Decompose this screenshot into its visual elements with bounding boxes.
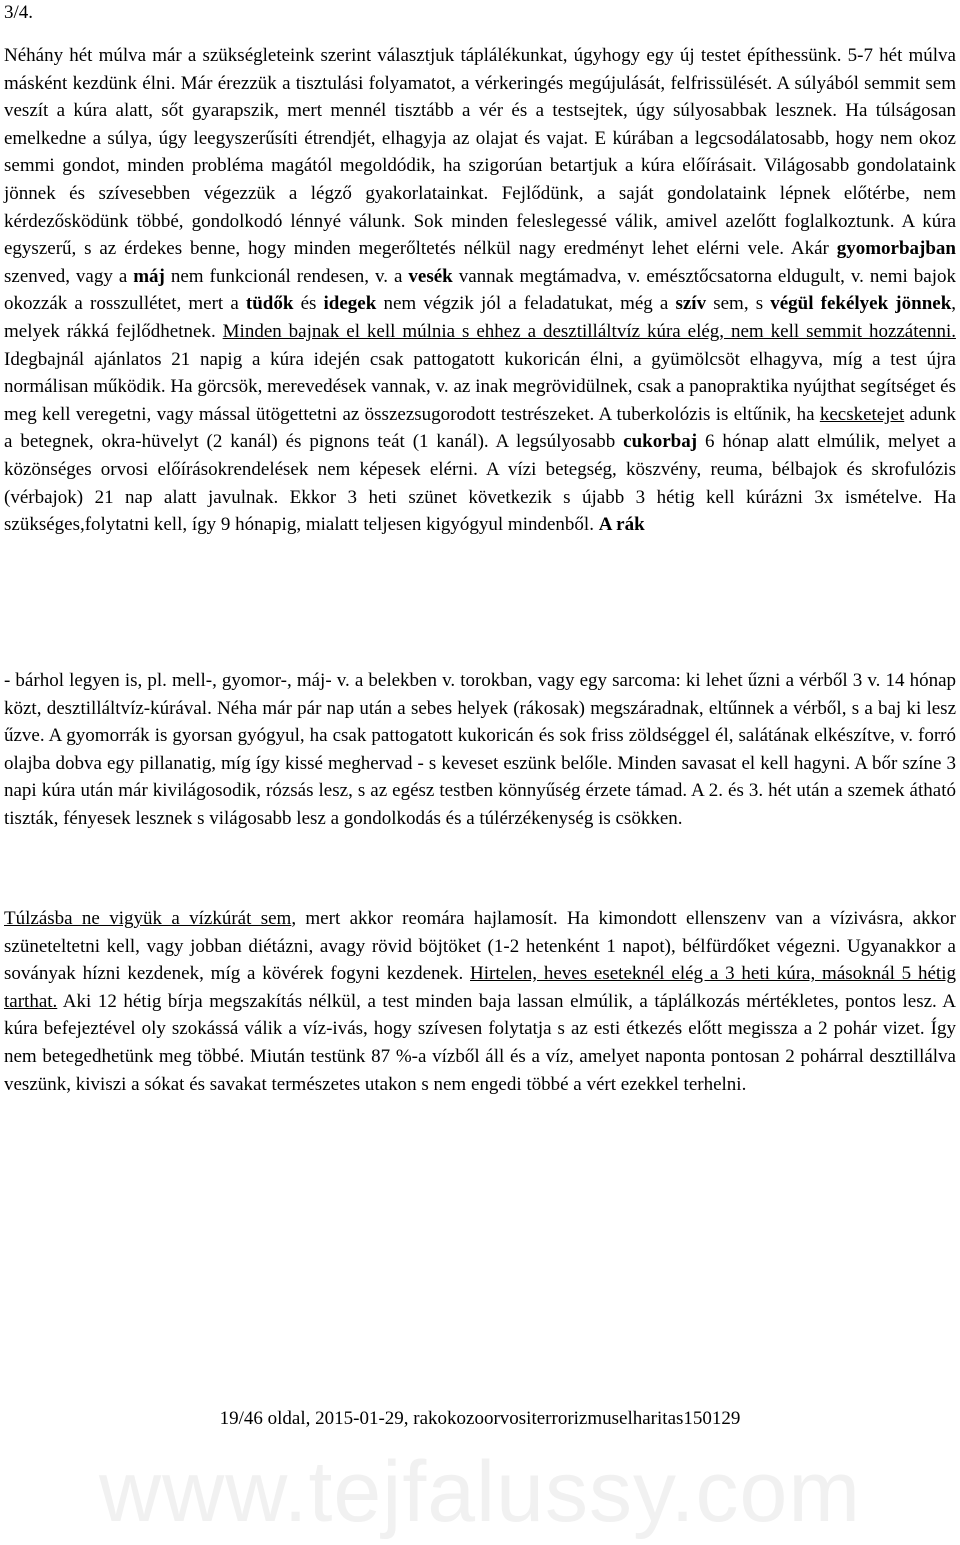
text-run: adunk a betegnek, okra-hüvelyt (2 kanál) és pignons teát (1 kanál). A legsúlyosabb	[4, 403, 956, 453]
bold-text: tüdők	[245, 293, 294, 315]
text-run: sem, s	[706, 293, 771, 315]
underlined-text: Minden bajnak el kell múlnia s ehhez a desztilláltvíz kúra elég, nem kell semmit hozzátenni.	[222, 320, 956, 342]
text-run: Aki 12 hétig bírja megszakítás nélkül, a test minden baja lassan elmúlik, a táplálkozás mértékletes, pontos lesz. A kúra befejeztével oly szokássá válik a víz-ivás, hogy szívesen folytatja s az esti étkezés előtt megissza a 2 pohár vizet. Így nem betegedhetünk meg többé. Miután testünk 87 %-a vízből áll és a víz, amelyet naponta pontosan 2 pohárral desztillálva veszünk, kiviszi a sókat és savakat természetes utakon s nem engedi többé a vért ezekkel terhelni.	[4, 990, 956, 1095]
text-run: vannak megtámadva, v. emésztőcsatorna eldugult, v. nemi bajok okozzák a rosszullétet, mert a	[4, 265, 956, 315]
text-run: Idegbajnál ajánlatos 21 napig a kúra idején csak pattogatott kukoricán élni, a gyümölcsöt elhagyva, míg a test újra normálisan működik. Ha görcsök, merevedések vannak, v. az inak megrövidülnek, csak a panopraktika nyújthat segítséget és meg kell veregetni, vagy mással ütögettetni az összezsugorodott testrészeket. A tuberkolózis is eltűnik, ha	[4, 348, 956, 425]
bold-text: cukorbaj	[623, 431, 698, 453]
text-run: Néhány hét múlva már a szükségleteink szerint választjuk táplálékunkat, úgyhogy egy új testet építhessünk. 5-7 hét múlva másként kezdünk élni. Már érezzük a tisztulási folyamatot, a vérkeringés megújulását, felfrissülését. A súlyából semmit sem veszít a kúra alatt, sőt gyarapszik, mert mennél tisztább a vér és a testsejtek, úgy súlyosabbak lesznek. Ha túlságosan emelkedne a súlya, úgy leegyszerűsíti étrendjét, elhagyja az olajat és vajat. E kúrában a legcsodálatosabb, hogy nem okoz semmi gondot, minden probléma magától megoldódik, ha szigorúan betartjuk a kúra előírásait. Világosabb gondolataink jönnek és szívesebben végezzük a légző gyakorlatainkat. Fejlődünk, a saját gondolataink lépnek előtérbe, nem kérdezősködünk többé, gondolkodó lénnyé válunk. Sok minden feleslegessé válik, amivel azelőtt foglalkoztunk. A kúra egyszerű, s az érdekes benne, hogy minden megerőltetés nélkül nagy eredményt lehet elérni vele. Akár	[4, 45, 956, 260]
text-run: nem funkcionál rendesen, v. a	[164, 265, 409, 287]
underlined-text: Túlzásba ne vigyük a vízkúrát sem	[4, 908, 292, 929]
text-run: , mert akkor reomára hajlamosít. Ha kimondott ellenszenv van a vízivásra, akkor szüneteltetni kell, vagy jobban diétázni, avagy rövid böjtöket (1-2 hetenként 1 napot), bélfürdőket végezni. Ugyanakkor a soványak hízni kezdenek, míg a kövérek fogyni kezdenek.	[4, 908, 956, 985]
underlined-text: Hirtelen, heves eseteknél elég a 3 heti kúra, másoknál 5 hétig tarthat.	[4, 963, 956, 1012]
text-run: nem végzik jól a feladatukat, még a	[376, 293, 676, 315]
paragraph-2	[4, 667, 956, 833]
bold-text: máj	[133, 265, 165, 287]
bold-text: végül fekélyek jönnek	[770, 293, 952, 315]
bold-text: szív	[675, 293, 707, 315]
bold-text: vesék	[408, 265, 453, 287]
paragraph-3	[4, 905, 956, 1098]
page-number: 3/4.	[4, 2, 34, 23]
text-run: - bárhol legyen is, pl. mell-, gyomor-, máj- v. a belekben v. torokban, vagy egy sarcoma: ki lehet űzni a vérből 3 v. 14 hónap közt, desztilláltvíz-kúrával. Néha már pár nap után a sebes helyek (rákosak) megszáradnak, eltűnnek a vérből, s a baj ki lesz űzve. A gyomorrák is gyorsan gyógyul, ha csak pattogatott kukoricán és sok friss zöldséggel él, salátának elkészítve, v. forró olajba dobva egy pillanatig, míg így kissé meghervad - s keveset eszünk belőle. Minden savasat el kell hagyni. A bőr színe 3 napi kúra után már kivilágosodik, rózsás lesz, s az egész testben könnyűség érzete támad. A 2. és 3. hét után a szemek átható tiszták, fényesek lesznek s világosabb lesz a gondolkodás és a túlérzékenység is csökken.	[4, 670, 956, 829]
underlined-text: kecsketejet	[819, 403, 905, 425]
bold-text: gyomorbajban	[836, 238, 956, 260]
bold-text: A rák	[598, 514, 645, 536]
text-run: , melyek rákká fejlődhetnek.	[4, 293, 957, 342]
text-run: szenved, vagy a	[4, 265, 134, 287]
bold-text: idegek	[323, 293, 377, 315]
page-footer: 19/46 oldal, 2015-01-29, rakokozoorvositerrorizmuselharitas150129	[219, 1408, 741, 1429]
text-run: 6 hónap alatt elmúlik, melyet a közönséges orvosi előírásokrendelések nem képesek elérni. A vízi betegség, köszvény, reuma, bélbajok és skrofulózis (vérbajok) 21 nap alatt javulnak. Ekkor 3 heti szünet következik s újabb 3 hétig kell kúrázni 3x ismételve. Ha szükséges,folytatni kell, így 9 hónapig, mialatt teljesen kigyógyul mindenből.	[4, 431, 957, 536]
watermark: www.tejfalussy.com	[99, 1444, 861, 1540]
text-run: és	[293, 293, 324, 315]
paragraph-1	[4, 42, 956, 539]
